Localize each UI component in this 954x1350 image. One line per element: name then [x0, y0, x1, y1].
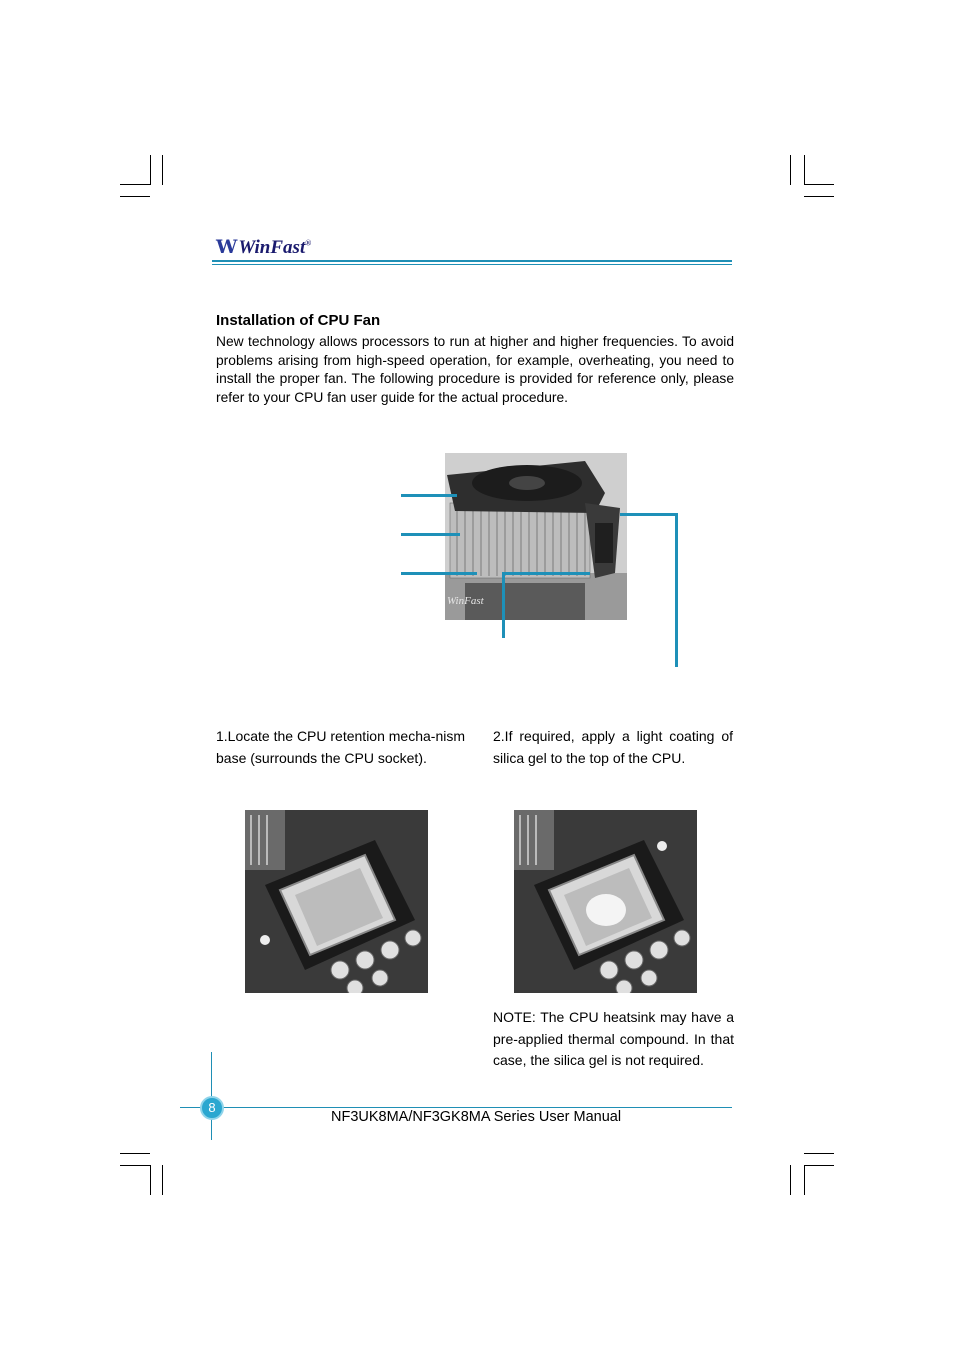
- section-title: Installation of CPU Fan: [216, 312, 381, 329]
- crop-mark: [790, 1165, 791, 1195]
- cpu-gel-illustration: [514, 810, 697, 993]
- callout-line-bottom-h: [502, 572, 590, 575]
- cpu-fan-photo: [445, 453, 627, 620]
- callout-line-heatsink: [401, 533, 460, 536]
- callout-line-fan: [401, 494, 457, 497]
- manual-title: NF3UK8MA/NF3GK8MA Series User Manual: [331, 1109, 622, 1125]
- callout-line-clip-h: [620, 513, 678, 516]
- footer-rule: [180, 1107, 732, 1108]
- logo-text: WinFast: [238, 237, 306, 258]
- crop-mark: [804, 1165, 834, 1166]
- logo-mark: W: [216, 236, 238, 258]
- cpu-with-gel-photo: [514, 810, 697, 993]
- crop-mark: [804, 184, 834, 185]
- crop-mark: [120, 1153, 150, 1154]
- callout-line-bottom-v: [502, 572, 505, 638]
- callout-line-clip-v: [675, 513, 678, 667]
- crop-mark: [162, 155, 163, 185]
- crop-mark: [150, 155, 151, 185]
- crop-mark: [150, 1165, 151, 1195]
- crop-mark: [790, 155, 791, 185]
- winfast-logo: [216, 236, 311, 259]
- crop-mark: [120, 196, 150, 197]
- intro-paragraph: New technology allows processors to run at higher and higher frequencies. To avoid problems arising from high-speed operation, for example, overheating, you need to install the proper fan. The following procedure is provided for reference only, please refer to your CPU fan user guide for the actual procedure.: [216, 334, 734, 405]
- cpu-socket-illustration: [245, 810, 428, 993]
- header-rule-thin: [212, 264, 732, 265]
- note-text: NOTE: The CPU heatsink may have a pre-applied thermal compound. In that case, the silica gel is not required.: [493, 1009, 734, 1068]
- logo-registered: ®: [305, 238, 312, 248]
- header-rule: [212, 260, 732, 262]
- crop-mark: [804, 1153, 834, 1154]
- step-2-text: 2.If required, apply a light coating of silica gel to the top of the CPU.: [493, 728, 733, 766]
- crop-mark: [120, 1165, 150, 1166]
- callout-line-base: [401, 572, 477, 575]
- step-1-text: 1.Locate the CPU retention mecha-nism base (surrounds the CPU socket).: [216, 728, 466, 766]
- crop-mark: [120, 184, 150, 185]
- board-brand-print: WinFast: [447, 595, 484, 607]
- crop-mark: [804, 1165, 805, 1195]
- crop-mark: [804, 155, 805, 185]
- crop-mark: [804, 196, 834, 197]
- page-number-badge: 8: [200, 1096, 224, 1120]
- crop-mark: [162, 1165, 163, 1195]
- cpu-socket-photo: [245, 810, 428, 993]
